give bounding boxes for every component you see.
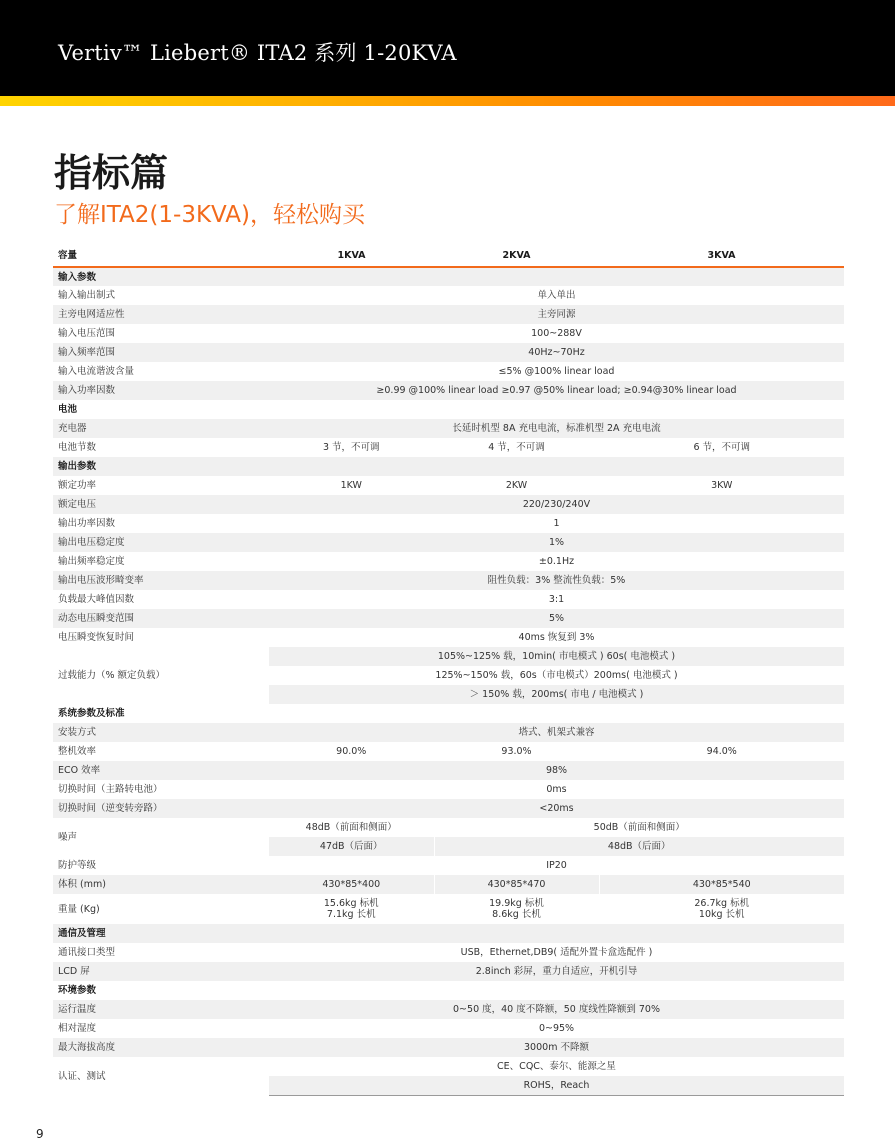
value-2kva: 19.9kg 标机 8.6kg 长机 [434, 894, 599, 924]
row-value: ≥0.99 @100% linear load ≥0.97 @50% linear load; ≥0.94@30% linear load [269, 381, 844, 400]
value-3kva: 26.7kg 标机 10kg 长机 [599, 894, 844, 924]
table-row [53, 875, 844, 894]
row-label: 输入电流谐波含量 [53, 362, 269, 381]
value-2kva: 430*85*470 [434, 875, 599, 894]
table-row [53, 818, 844, 837]
row-label: 认证、测试 [53, 1057, 269, 1095]
section-row [53, 924, 844, 943]
row-value: 长延时机型 8A 充电电流，标准机型 2A 充电电流 [269, 419, 844, 438]
value-3kva: 94.0% [599, 742, 844, 761]
table-row [53, 609, 844, 628]
row-value: 单入单出 [269, 286, 844, 305]
row-value: ±0.1Hz [269, 552, 844, 571]
row-label: LCD 屏 [53, 962, 269, 981]
table-row [53, 628, 844, 647]
row-label: 体积 (mm) [53, 875, 269, 894]
row-label: 额定电压 [53, 495, 269, 514]
table-row [53, 742, 844, 761]
row-value: 塔式、机架式兼容 [269, 723, 844, 742]
value-2-3kva: 48dB（后面） [434, 837, 844, 856]
row-label: 输出频率稳定度 [53, 552, 269, 571]
row-value: 1% [269, 533, 844, 552]
section-row [53, 457, 844, 476]
row-value: 0~95% [269, 1019, 844, 1038]
table-row [53, 419, 844, 438]
value-2kva: 2KW [434, 476, 599, 495]
table-row [53, 1000, 844, 1019]
row-label: 输入功率因数 [53, 381, 269, 400]
row-value: 0~50 度，40 度不降额，50 度线性降额到 70% [269, 1000, 844, 1019]
row-label: 输入频率范围 [53, 343, 269, 362]
section-title: 环境参数 [53, 981, 269, 1000]
section-spacer [269, 704, 844, 723]
table-row [53, 894, 844, 924]
row-label: 最大海拔高度 [53, 1038, 269, 1057]
row-value: 2.8inch 彩屏，重力自适应，开机引导 [269, 962, 844, 981]
section-row [53, 267, 844, 286]
header-3kva: 3KVA [599, 245, 844, 267]
table-row [53, 514, 844, 533]
row-value: 3:1 [269, 590, 844, 609]
row-value: CE、CQC、泰尔、能源之星 [269, 1057, 844, 1076]
row-label: ECO 效率 [53, 761, 269, 780]
header-bar [0, 0, 895, 96]
table-row [53, 780, 844, 799]
section-spacer [269, 457, 844, 476]
row-label: 充电器 [53, 419, 269, 438]
header-2kva: 2KVA [434, 245, 599, 267]
page-title: 指标篇 [54, 151, 169, 195]
table-row [53, 305, 844, 324]
row-value: 98% [269, 761, 844, 780]
section-title: 通信及管理 [53, 924, 269, 943]
row-value: 主旁同源 [269, 305, 844, 324]
table-row [53, 1038, 844, 1057]
row-label: 切换时间（主路转电池） [53, 780, 269, 799]
row-value: ≤5% @100% linear load [269, 362, 844, 381]
row-value: <20ms [269, 799, 844, 818]
row-value: 100~288V [269, 324, 844, 343]
row-value: 40Hz~70Hz [269, 343, 844, 362]
row-value: 5% [269, 609, 844, 628]
row-value: 220/230/240V [269, 495, 844, 514]
table-row [53, 381, 844, 400]
row-value: 1 [269, 514, 844, 533]
value-2-3kva: 50dB（前面和侧面） [434, 818, 844, 837]
spec-table [53, 245, 844, 1096]
value-1kva: 15.6kg 标机 7.1kg 长机 [269, 894, 434, 924]
row-value: USB，Ethernet,DB9( 适配外置卡盒选配件 ) [269, 943, 844, 962]
value-3kva: 6 节，不可调 [599, 438, 844, 457]
table-row [53, 590, 844, 609]
row-value: 125%~150% 载，60s（市电模式）200ms( 电池模式 ) [269, 666, 844, 685]
section-title: 系统参数及标准 [53, 704, 269, 723]
row-label: 安装方式 [53, 723, 269, 742]
row-label: 电池节数 [53, 438, 269, 457]
value-1kva: 430*85*400 [269, 875, 434, 894]
row-label: 切换时间（逆变转旁路） [53, 799, 269, 818]
value-3kva: 430*85*540 [599, 875, 844, 894]
table-row [53, 533, 844, 552]
table-row [53, 343, 844, 362]
value-1kva: 1KW [269, 476, 434, 495]
table-row [53, 324, 844, 343]
row-label: 额定功率 [53, 476, 269, 495]
row-label: 重量 (Kg) [53, 894, 269, 924]
page-number: 9 [36, 1127, 44, 1141]
table-row [53, 1057, 844, 1076]
spec-table-body [53, 267, 844, 1095]
section-spacer [269, 267, 844, 286]
row-value: ＞ 150% 载，200ms( 市电 / 电池模式 ) [269, 685, 844, 704]
value-2kva: 4 节，不可调 [434, 438, 599, 457]
row-label: 电压瞬变恢复时间 [53, 628, 269, 647]
row-label: 输出电压波形畸变率 [53, 571, 269, 590]
value-1kva: 90.0% [269, 742, 434, 761]
table-row [53, 943, 844, 962]
row-label: 整机效率 [53, 742, 269, 761]
row-label: 主旁电网适应性 [53, 305, 269, 324]
row-value: ROHS，Reach [269, 1076, 844, 1095]
row-value: 40ms 恢复到 3% [269, 628, 844, 647]
table-row [53, 856, 844, 875]
row-label: 噪声 [53, 818, 269, 856]
table-row [53, 1019, 844, 1038]
table-header-row [53, 245, 844, 267]
row-label: 输入电压范围 [53, 324, 269, 343]
row-label: 输入输出制式 [53, 286, 269, 305]
section-row [53, 400, 844, 419]
row-label: 动态电压瞬变范围 [53, 609, 269, 628]
table-row [53, 362, 844, 381]
row-value: IP20 [269, 856, 844, 875]
section-spacer [269, 981, 844, 1000]
value-3kva: 3KW [599, 476, 844, 495]
row-label: 相对湿度 [53, 1019, 269, 1038]
table-row [53, 438, 844, 457]
header-capacity: 容量 [53, 245, 269, 267]
row-label: 运行温度 [53, 1000, 269, 1019]
row-label: 负载最大峰值因数 [53, 590, 269, 609]
row-value: 0ms [269, 780, 844, 799]
row-label: 过载能力（% 额定负载） [53, 647, 269, 704]
table-row [53, 495, 844, 514]
table-row [53, 761, 844, 780]
row-label: 输出功率因数 [53, 514, 269, 533]
section-spacer [269, 400, 844, 419]
header-1kva: 1KVA [269, 245, 434, 267]
row-value: 105%~125% 载，10min( 市电模式 ) 60s( 电池模式 ) [269, 647, 844, 666]
table-row [53, 799, 844, 818]
section-title: 输出参数 [53, 457, 269, 476]
table-row [53, 962, 844, 981]
table-row [53, 723, 844, 742]
row-value: 阻性负载：3% 整流性负载：5% [269, 571, 844, 590]
table-row [53, 571, 844, 590]
row-label: 输出电压稳定度 [53, 533, 269, 552]
section-title: 输入参数 [53, 267, 269, 286]
table-row [53, 552, 844, 571]
table-row [53, 476, 844, 495]
brand-title: Vertiv™ Liebert® ITA2 系列 1-20KVA [58, 41, 457, 65]
value-1kva: 47dB（后面） [269, 837, 434, 856]
section-title: 电池 [53, 400, 269, 419]
value-2kva: 93.0% [434, 742, 599, 761]
row-label: 防护等级 [53, 856, 269, 875]
section-row [53, 704, 844, 723]
accent-gradient-bar [0, 96, 895, 106]
page-subtitle: 了解ITA2(1-3KVA)，轻松购买 [54, 202, 366, 228]
section-spacer [269, 924, 844, 943]
value-1kva: 48dB（前面和侧面） [269, 818, 434, 837]
row-label: 通讯接口类型 [53, 943, 269, 962]
section-row [53, 981, 844, 1000]
value-1kva: 3 节，不可调 [269, 438, 434, 457]
table-row [53, 286, 844, 305]
row-value: 3000m 不降额 [269, 1038, 844, 1057]
table-row [53, 647, 844, 666]
